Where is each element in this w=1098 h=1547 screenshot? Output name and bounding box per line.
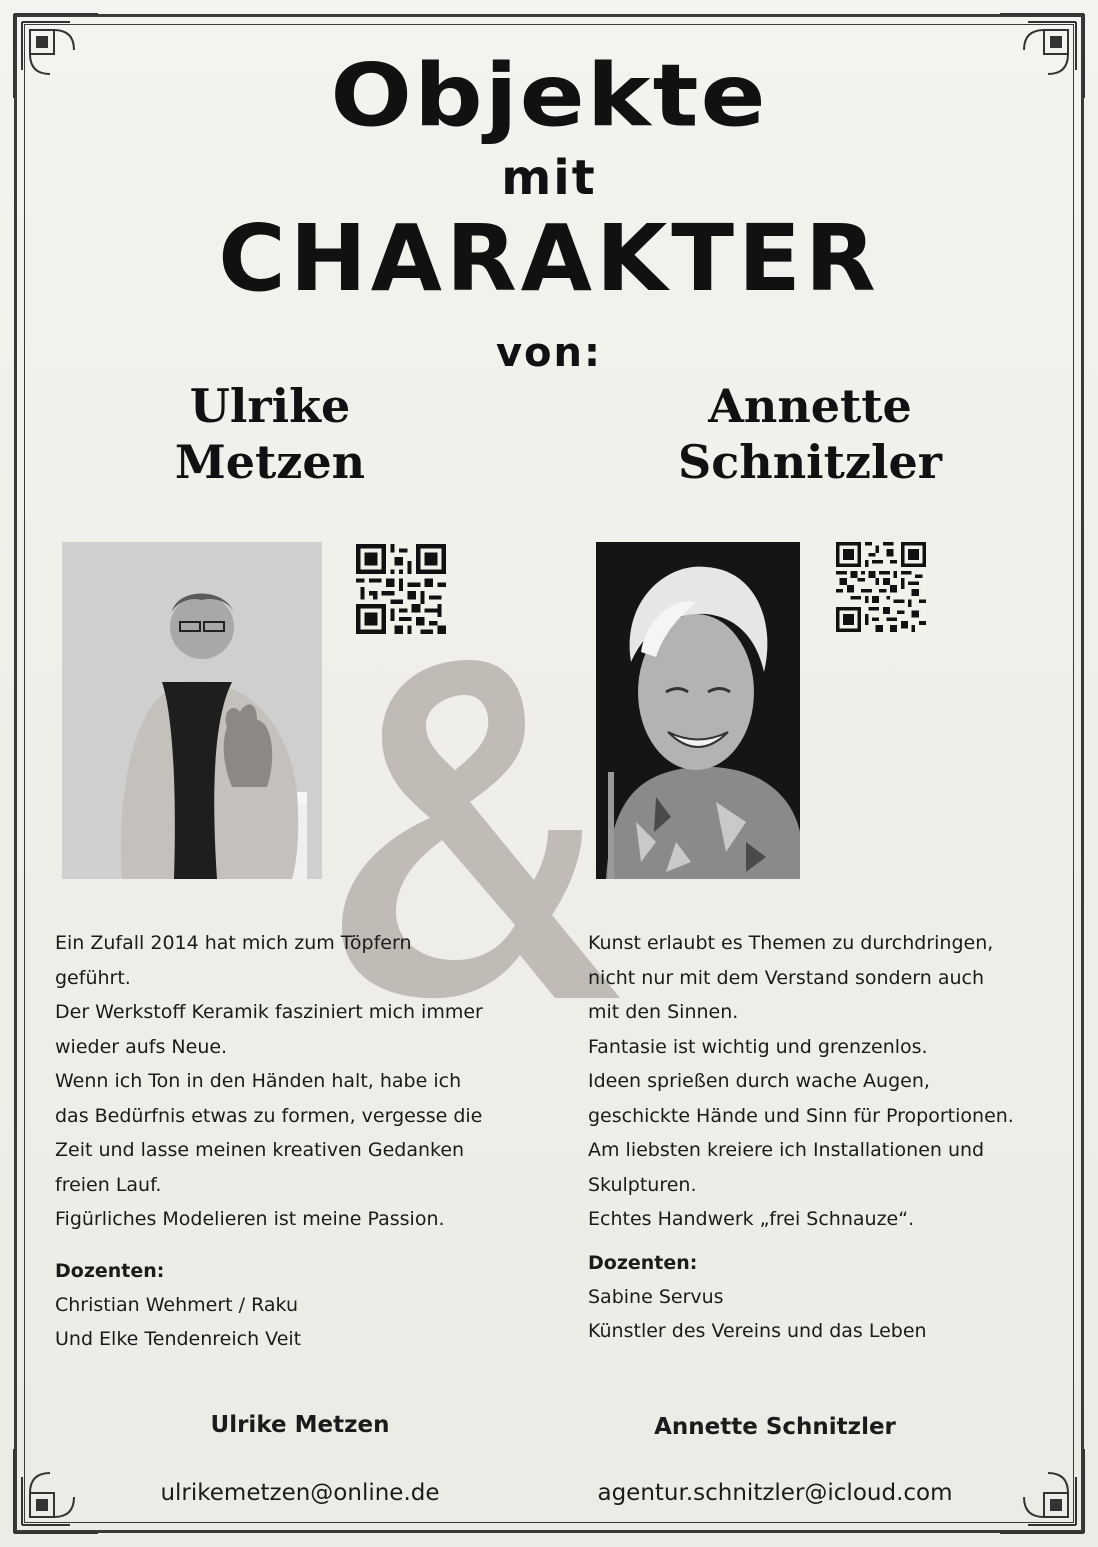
bio-line: mit den Sinnen. [588, 1001, 739, 1023]
title-line-2: mit [501, 150, 597, 206]
corner-ornament-icon [10, 1445, 102, 1537]
title-line-1: Objekte [330, 45, 768, 147]
dozenten-right [588, 1246, 927, 1348]
bio-line: Am liebsten kreiere ich Installationen und [588, 1139, 985, 1161]
dozenten-heading: Dozenten: [55, 1260, 165, 1282]
qr-code-icon [356, 544, 446, 634]
artist-photo-right [596, 542, 800, 879]
bio-line: Echtes Handwerk „frei Schnauze“. [588, 1208, 915, 1230]
bio-line: Ein Zufall 2014 hat mich zum Töpfern [55, 932, 412, 954]
bio-line: Wenn ich Ton in den Händen halt, habe ich [55, 1070, 462, 1092]
dozent-entry: Christian Wehmert / Raku [55, 1294, 298, 1316]
bio-left [55, 926, 555, 1237]
bio-line: freien Lauf. [55, 1173, 162, 1196]
bio-line: Der Werkstoff Keramik fasziniert mich immer [55, 1001, 483, 1023]
corner-ornament-icon [996, 1445, 1088, 1537]
bio-line: Figürliches Modelieren ist meine Passion. [55, 1208, 445, 1230]
artist-photo-left [62, 542, 322, 879]
email-right[interactable]: agentur.schnitzler@icloud.com [597, 1480, 953, 1506]
portrait-image [62, 542, 322, 879]
qr-code-icon [836, 542, 926, 632]
bio-line: das Bedürfnis etwas zu formen, vergesse die [55, 1104, 483, 1127]
signature-name-right: Annette Schnitzler [654, 1414, 896, 1440]
dozent-entry: Und Elke Tendenreich Veit [55, 1328, 302, 1350]
bio-line: Fantasie ist wichtig und grenzenlos. [588, 1035, 928, 1058]
bio-line: wieder aufs Neue. [55, 1035, 228, 1058]
artist-last-name: Metzen [174, 435, 366, 489]
bio-line: Skulpturen. [588, 1173, 697, 1196]
artist-first-name: Annette [708, 379, 912, 433]
bio-line: nicht nur mit dem Verstand sondern auch [588, 966, 985, 989]
bio-right [588, 926, 1078, 1237]
title-line-3: CHARAKTER [218, 205, 880, 312]
bio-line: geführt. [55, 966, 131, 989]
dozenten-heading: Dozenten: [588, 1252, 698, 1274]
artist-name-right [620, 378, 1000, 490]
dozent-entry: Künstler des Vereins und das Leben [588, 1320, 927, 1342]
bio-line: Kunst erlaubt es Themen zu durchdringen, [588, 932, 994, 954]
email-left[interactable]: ulrikemetzen@online.de [160, 1480, 440, 1506]
bio-line: Ideen sprießen durch wache Augen, [588, 1070, 930, 1092]
dozenten-left [55, 1254, 301, 1356]
signature-name-left: Ulrike Metzen [210, 1412, 390, 1438]
bio-line: Zeit und lasse meinen kreativen Gedanken [55, 1139, 465, 1161]
dozent-entry: Sabine Servus [588, 1286, 724, 1308]
artist-first-name: Ulrike [189, 379, 351, 433]
bio-line: geschickte Hände und Sinn für Proportionen. [588, 1104, 1014, 1127]
portrait-image [596, 542, 800, 879]
artist-name-left [140, 378, 400, 490]
title-line-4: von: [495, 330, 603, 376]
artist-last-name: Schnitzler [678, 435, 942, 489]
